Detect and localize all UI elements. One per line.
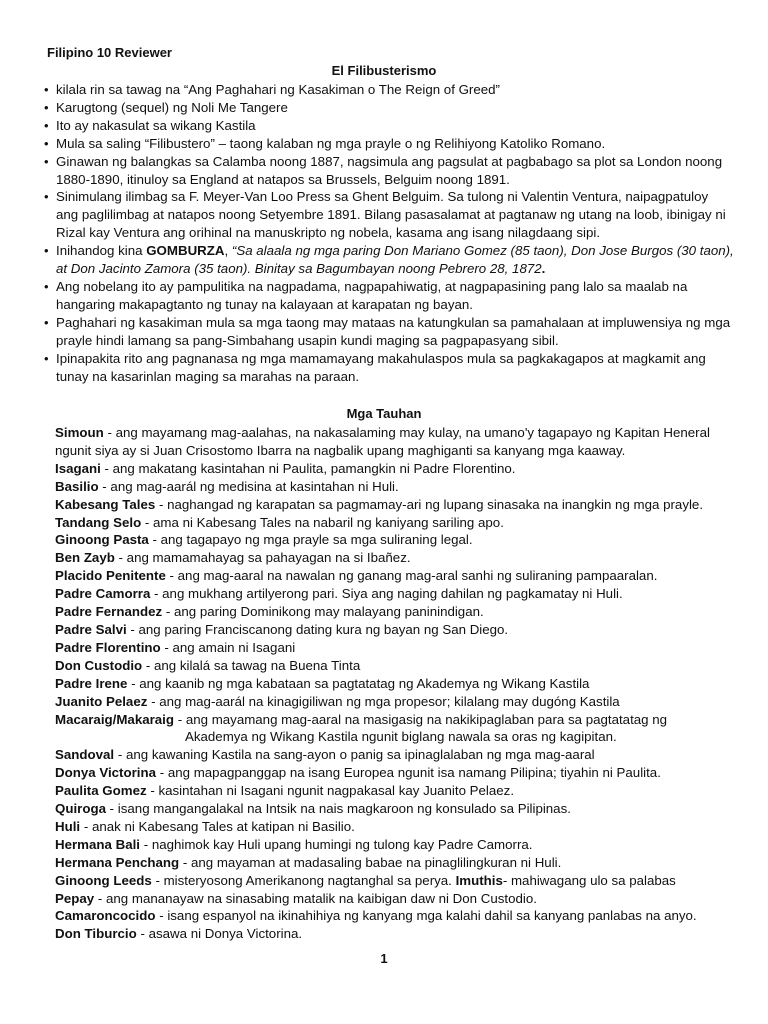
character-name: Don Custodio bbox=[55, 657, 143, 673]
character-name: Ginoong Leeds bbox=[55, 872, 152, 888]
bullet-item bbox=[44, 81, 734, 99]
character-name: Sandoval bbox=[55, 747, 115, 763]
character-name: Quiroga bbox=[55, 801, 106, 817]
character-name: Pepay bbox=[55, 890, 95, 906]
characters-list bbox=[55, 424, 745, 943]
character-name: Tandang Selo bbox=[55, 514, 142, 530]
character-desc: - misteryosong Amerikanong nagtanghal sa perya. bbox=[151, 872, 456, 888]
gomburza-text: GOMBURZA bbox=[146, 243, 225, 259]
character-name: Ben Zayb bbox=[55, 550, 115, 566]
character-desc: - ama ni Kabesang Tales na nabaril ng kaniyang sariling apo. bbox=[141, 514, 504, 530]
character-desc: - ang mag-aarál na kinagigiliwan ng mga propesor; kilalang may dugóng Kastila bbox=[147, 693, 620, 709]
character-entry bbox=[55, 925, 745, 943]
character-name: Kabesang Tales bbox=[55, 496, 156, 512]
character-name: Padre Salvi bbox=[55, 621, 127, 637]
character-entry bbox=[55, 693, 745, 711]
character-desc: - anak ni Kabesang Tales at katipan ni Basilio. bbox=[80, 818, 355, 834]
bullet-item bbox=[44, 314, 734, 350]
character-entry bbox=[55, 782, 745, 800]
character-desc: - ang mag-aarál ng medisina at kasintahan ni Huli. bbox=[98, 478, 399, 494]
character-desc: - isang espanyol na ikinahihiya ng kanyang mga kalahi dahil sa kanyang panlabas na anyo. bbox=[155, 908, 697, 924]
character-entry bbox=[55, 872, 745, 890]
character-desc: - ang amain ni Isagani bbox=[160, 639, 296, 655]
character-entry bbox=[55, 764, 745, 782]
character-entry bbox=[55, 711, 745, 729]
bullet-item bbox=[44, 350, 734, 386]
bullet-item bbox=[44, 117, 734, 135]
bullet-item bbox=[44, 278, 734, 314]
character-name: Padre Florentino bbox=[55, 639, 161, 655]
bullet-text: Paghahari ng kasakiman mula sa mga taong may mataas na katungkulan sa pamahalaan at impluwensiya ng mga prayle hindi lamang sa pang-Simbahang usapin kundi maging sa pagpapasyang sibil. bbox=[56, 314, 731, 348]
bullet-item bbox=[44, 99, 734, 117]
bullet-item bbox=[44, 153, 734, 189]
bullet-text: . bbox=[541, 261, 546, 277]
character-desc: - ang mananayaw na sinasabing matalik na kaibigan daw ni Don Custodio. bbox=[94, 890, 537, 906]
character-entry bbox=[55, 514, 745, 532]
character-name: Huli bbox=[55, 818, 81, 834]
character-desc: - ang paring Dominikong may malayang paninindigan. bbox=[162, 604, 484, 620]
character-name: Macaraig/Makaraig bbox=[55, 711, 174, 727]
character-desc: - ang mayamang mag-aaral na masigasig na nakikipaglaban para sa pagtatatag ng bbox=[174, 711, 668, 727]
character-desc: - ang tagapayo ng mga prayle sa mga suliraning legal. bbox=[148, 532, 473, 548]
character-entry bbox=[55, 531, 745, 549]
character-name: Juanito Pelaez bbox=[55, 693, 148, 709]
character-desc: - naghangad ng karapatan sa pagmamay-ari ng lupang sinasaka na inangkin ng mga prayle. bbox=[155, 496, 704, 512]
character-name: Padre Irene bbox=[55, 675, 128, 691]
character-entry bbox=[55, 424, 745, 460]
bullet-item bbox=[44, 135, 734, 153]
section-title-mga-tauhan: Mga Tauhan bbox=[346, 406, 422, 421]
bullet-item bbox=[44, 188, 734, 242]
character-desc: - ang mayamang mag-aalahas, na nakasalaming may kulay, na umano'y tagapayo ng Kapitan Heneral ngunit siya ay si Juan Crisostomo Ibarra na nagbalik upang maghiganti sa kanyang mga kaaway. bbox=[55, 425, 710, 458]
character-name: Donya Victorina bbox=[55, 765, 156, 781]
character-name: Placido Penitente bbox=[55, 568, 166, 584]
character-entry bbox=[55, 907, 745, 925]
character-desc: - ang kawaning Kastila na sang-ayon o panig sa ipinaglalaban ng mga mag-aaral bbox=[114, 747, 595, 763]
character-name: Simoun bbox=[55, 425, 104, 440]
character-name: Hermana Penchang bbox=[55, 854, 180, 870]
character-name: Padre Fernandez bbox=[55, 604, 163, 620]
character-desc: - kasintahan ni Isagani ngunit nagpakasal kay Juanito Pelaez. bbox=[146, 783, 515, 799]
bullet-text: Ang nobelang ito ay pampulitika na nagpadama, nagpapahiwatig, at nagpapasining pang lalo sa maalab na hangaring makapagtanto ng tunay na kalayaan at karapatan ng bayan. bbox=[56, 278, 688, 312]
page-number: 1 bbox=[380, 951, 388, 966]
character-desc: - ang mukhang artilyerong pari. Siya ang naging dahilan ng pagkamatay ni Huli. bbox=[150, 586, 623, 602]
character-desc: - ang mag-aaral na nawalan ng ganang mag-aral sanhi ng suliraning pampaaralan. bbox=[165, 568, 658, 584]
character-entry bbox=[55, 890, 745, 908]
bullet-text: , bbox=[224, 243, 232, 259]
section-title-el-filibusterismo: El Filibusterismo bbox=[331, 63, 437, 78]
character-entry bbox=[55, 818, 745, 836]
character-desc: - ang mamamahayag sa pahayagan na si Ibañez. bbox=[114, 550, 411, 566]
bullet-text: Ipinapakita rito ang pagnanasa ng mga mamamayang makahulaspos mula sa pagkakagapos at magkamit ang tunay na kasarinlan maging sa marahas na paraan. bbox=[56, 350, 706, 384]
bullet-text: Mula sa saling “Filibustero” – taong kalaban ng mga prayle o ng Relihiyong Katoliko Romano. bbox=[56, 135, 606, 151]
dedication-quote: “Sa alaala ng mga paring Don Mariano Gomez (85 taon), Don Jose Burgos (30 taon), at Don Jacinto Zamora (35 taon). Binitay sa Bagumbayan noong Pebrero 28, 1872 bbox=[56, 243, 734, 277]
character-entry bbox=[55, 621, 745, 639]
character-name: Basilio bbox=[55, 478, 99, 494]
character-name: Don Tiburcio bbox=[55, 926, 137, 942]
character-name: Imuthis bbox=[455, 872, 503, 888]
character-entry bbox=[55, 854, 745, 872]
facts-bullet-list bbox=[44, 81, 734, 385]
character-entry bbox=[55, 836, 745, 854]
document-title: Filipino 10 Reviewer bbox=[47, 45, 172, 60]
bullet-text: Sinimulang ilimbag sa F. Meyer-Van Loo Press sa Ghent Belguim. Sa tulong ni Valentin Ventura, naipagpatuloy ang paglilimbag at natapos noong Setyembre 1891. Bilang pasasalamat at pagtanaw ng utang na loob, ibinigay ni Rizal kay Ventura ang orihinal na manuskripto ng nobela, kasama ang isang nilagdaang sipi. bbox=[56, 189, 726, 241]
bullet-text: Karugtong (sequel) ng Noli Me Tangere bbox=[56, 99, 288, 115]
character-desc: - ang paring Franciscanong dating kura ng bayan ng San Diego. bbox=[126, 621, 509, 637]
character-desc: - ang kilalá sa tawag na Buena Tinta bbox=[142, 657, 361, 673]
bullet-text: Inihandog kina bbox=[56, 243, 147, 259]
character-name: Camaroncocido bbox=[55, 908, 156, 924]
character-entry bbox=[55, 567, 745, 585]
bullet-text: Ito ay nakasulat sa wikang Kastila bbox=[56, 117, 256, 133]
character-desc: - isang mangangalakal na Intsik na nais magkaroon ng konsulado sa Pilipinas. bbox=[105, 801, 571, 817]
character-entry bbox=[55, 549, 745, 567]
character-entry bbox=[55, 496, 745, 514]
character-entry bbox=[55, 603, 745, 621]
bullet-text: Ginawan ng balangkas sa Calamba noong 1887, nagsimula ang pagsulat at pagbabago sa plot sa London noong 1880-1890, itinuloy sa England at natapos sa Brussels, Belguim noong 1891. bbox=[56, 153, 723, 187]
character-entry bbox=[55, 478, 745, 496]
character-desc: - ang mayaman at madasaling babae na pinaglilingkuran ni Huli. bbox=[179, 854, 562, 870]
character-desc: - ang mapagpanggap na isang Europea ngunit isa namang Pilipina; tiyahin ni Paulita. bbox=[156, 765, 661, 781]
character-entry bbox=[55, 746, 745, 764]
character-entry bbox=[55, 675, 745, 693]
character-desc: - mahiwagang ulo sa palabas bbox=[502, 872, 676, 888]
character-entry bbox=[55, 657, 745, 675]
character-name: Hermana Bali bbox=[55, 836, 140, 852]
character-desc: - ang kaanib ng mga kabataan sa pagtatatag ng Akademya ng Wikang Kastila bbox=[127, 675, 590, 691]
character-entry bbox=[55, 639, 745, 657]
character-name: Ginoong Pasta bbox=[55, 532, 149, 548]
bullet-text: kilala rin sa tawag na “Ang Paghahari ng Kasakiman o The Reign of Greed” bbox=[56, 82, 500, 97]
character-name: Paulita Gomez bbox=[55, 783, 147, 799]
character-desc: - ang makatang kasintahan ni Paulita, pamangkin ni Padre Florentino. bbox=[100, 460, 516, 476]
character-desc: - asawa ni Donya Victorina. bbox=[136, 926, 303, 942]
character-entry bbox=[55, 585, 745, 603]
character-entry-continuation: Akademya ng Wikang Kastila ngunit biglang nawala sa oras ng kagipitan. bbox=[185, 729, 617, 745]
character-name: Isagani bbox=[55, 460, 101, 476]
bullet-item-dedication bbox=[44, 242, 734, 278]
character-name: Padre Camorra bbox=[55, 586, 151, 602]
character-entry bbox=[55, 460, 745, 478]
character-desc: - naghimok kay Huli upang humingi ng tulong kay Padre Camorra. bbox=[140, 836, 533, 852]
character-entry bbox=[55, 800, 745, 818]
